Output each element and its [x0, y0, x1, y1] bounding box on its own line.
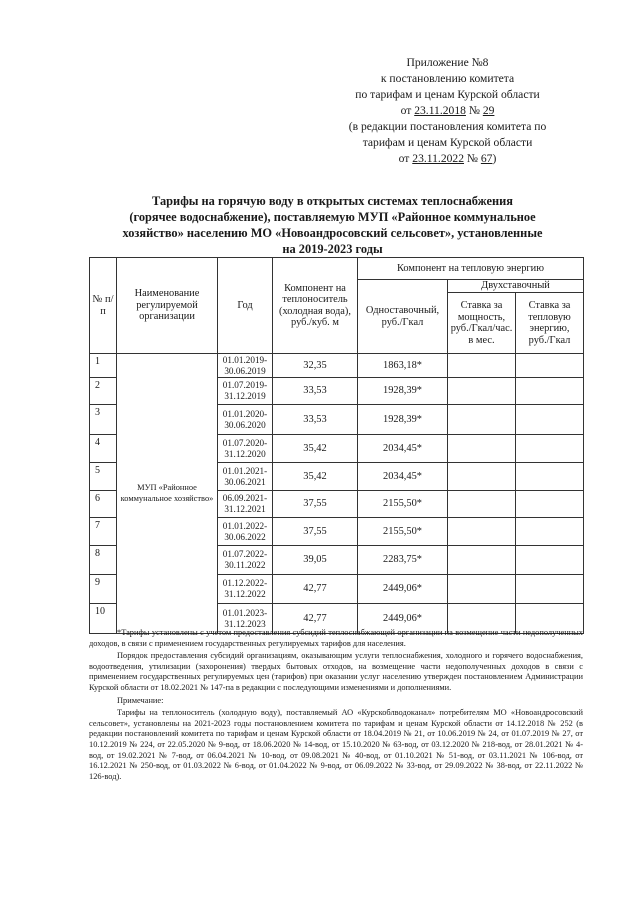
appendix-suffix-2: ) [492, 152, 497, 165]
appendix-block [320, 55, 575, 167]
note-text: Тарифы на теплоноситель (холодную воду), поставляемый АО «Курскоблводоканал» потребителям МО «Новоандросовский сельсовет», установлены на 2021-2023 годы постановлением комитета по тарифам и ценам Курской области от 14.12.2018 № 252 (в редакции постановлений комитета по тарифам и ценам Курской области от 18.04.2019 № 21, от 10.06.2019 № 24, от 01.07.2019 № 27, от 10.12.2019 № 224, от 22.05.2020 № 9-вод, от 18.06.2020 № 14-вод, от 15.10.2020 № 63-вод, от 03.12.2020 № 218-вод, от 28.01.2021 № 4-вод, от 19.02.2021 № 7-вод, от 06.04.2021 № 10-вод, от 09.08.2021 № 40-вод, от 01.10.2021 № 51-вод, от 03.11.2021 № 106-вод, от 16.12.2021 № 250-вод, от 01.03.2022 № 6-вод, от 01.04.2022 № 9-вод, от 06.09.2022 № 33-вод, от 29.09.2022 № 38-вод, от 22.11.2022 № 126-вод). [89, 708, 583, 781]
table-row [90, 354, 584, 378]
title-line-2: (горячее водоснабжение), поставляемую МУП «Районное коммунальное [129, 210, 536, 224]
row-number: 2 [90, 378, 117, 405]
period-cell: 01.07.2020-31.12.2020 [218, 435, 273, 463]
header-water-component: Компонент на теплоноситель (холодная вода), руб./куб. м [273, 258, 358, 354]
appendix-line-4 [320, 103, 575, 119]
power-rate-cell [448, 575, 516, 604]
row-number: 7 [90, 518, 117, 546]
period-cell: 01.01.2019-30.06.2019 [218, 354, 273, 378]
power-rate-cell [448, 518, 516, 546]
energy-value-cell: 1928,39* [358, 405, 448, 435]
appendix-date-2: 23.11.2022 [412, 152, 465, 165]
water-value-cell: 42,77 [273, 604, 358, 634]
energy-value-cell: 2449,06* [358, 575, 448, 604]
energy-rate-cell [516, 378, 584, 405]
energy-rate-cell [516, 463, 584, 491]
appendix-line-3: по тарифам и ценам Курской области [355, 88, 540, 101]
power-rate-cell [448, 546, 516, 575]
header-organization: Наименование регулируемой организации [117, 258, 218, 354]
title-line-3: хозяйство» населению МО «Новоандросовский сельсовет», установленные [122, 226, 543, 240]
period-cell: 01.01.2022-30.06.2022 [218, 518, 273, 546]
energy-rate-cell [516, 491, 584, 518]
water-value-cell: 33,53 [273, 405, 358, 435]
period-cell: 06.09.2021-31.12.2021 [218, 491, 273, 518]
energy-value-cell: 2034,45* [358, 463, 448, 491]
notes-section [89, 628, 583, 782]
energy-rate-cell [516, 405, 584, 435]
power-rate-cell [448, 491, 516, 518]
appendix-prefix-1: от [400, 104, 415, 117]
period-cell: 01.07.2019-31.12.2019 [218, 378, 273, 405]
period-cell: 01.01.2023-31.12.2023 [218, 604, 273, 634]
row-number: 6 [90, 491, 117, 518]
energy-value-cell: 1928,39* [358, 378, 448, 405]
water-value-cell: 35,42 [273, 463, 358, 491]
power-rate-cell [448, 378, 516, 405]
organization-name: МУП «Районное коммунальное хозяйство» [117, 354, 218, 634]
energy-value-cell: 2283,75* [358, 546, 448, 575]
header-power-rate: Ставка за мощность, руб./Гкал/час. в мес. [448, 293, 516, 354]
appendix-line-5: (в редакции постановления комитета по [348, 120, 547, 133]
header-year: Год [218, 258, 273, 354]
header-one-part-rate: Одноставочный, руб./Гкал [358, 280, 448, 354]
procedure-text: Порядок предоставления субсидий организациям, оказывающим услуги теплоснабжения, холодного и горячего водоснабжения, водоотведения, утилизации (захоронения) твердых бытовых отходов, на возмещение части недополученных доходов в связи с применением государственных регулируемых цен (тарифов) при оказании услуг населению утвержден постановлением Администрации Курской области от 18.02.2021 № 147-па в редакции с последующими изменениями и дополнениями. [89, 651, 583, 692]
energy-value-cell: 2449,06* [358, 604, 448, 634]
appendix-line-2: к постановлению комитета [380, 72, 515, 85]
title-line-1: Тарифы на горячую воду в открытых системах теплоснабжения [152, 194, 513, 208]
row-number: 4 [90, 435, 117, 463]
row-number: 1 [90, 354, 117, 378]
row-number: 3 [90, 405, 117, 435]
row-number: 5 [90, 463, 117, 491]
water-value-cell: 42,77 [273, 575, 358, 604]
header-two-part-rate: Двухставочный [448, 280, 584, 293]
appendix-line-1: Приложение №8 [406, 56, 489, 69]
energy-rate-cell [516, 546, 584, 575]
energy-value-cell: 2155,50* [358, 518, 448, 546]
energy-rate-cell [516, 435, 584, 463]
power-rate-cell [448, 435, 516, 463]
period-cell: 01.07.2022-30.11.2022 [218, 546, 273, 575]
appendix-line-7 [320, 151, 575, 167]
period-cell: 01.12.2022-31.12.2022 [218, 575, 273, 604]
water-value-cell: 37,55 [273, 491, 358, 518]
row-number: 10 [90, 604, 117, 634]
header-energy-rate: Ставка за тепловую энергию, руб./Гкал [516, 293, 584, 354]
energy-rate-cell [516, 518, 584, 546]
energy-value-cell: 1863,18* [358, 354, 448, 378]
tariff-table [89, 257, 584, 634]
power-rate-cell [448, 463, 516, 491]
appendix-mid-1: № [465, 104, 483, 117]
appendix-prefix-2: от [398, 152, 413, 165]
title-line-4: на 2019-2023 годы [282, 242, 383, 256]
row-number: 9 [90, 575, 117, 604]
footnote-text: *Тарифы установлены с учетом предоставления субсидий теплоснабжающей организации на возмещение части недополученных доходов, в связи с применением государственных регулируемых тарифов для населения. [89, 628, 583, 648]
water-value-cell: 33,53 [273, 378, 358, 405]
appendix-date-1: 23.11.2018 [414, 104, 466, 117]
appendix-line-6: тарифам и ценам Курской области [362, 136, 533, 149]
header-number: № п/п [90, 258, 117, 354]
water-value-cell: 39,05 [273, 546, 358, 575]
appendix-number-2: 67 [480, 152, 493, 165]
energy-rate-cell [516, 575, 584, 604]
energy-value-cell: 2155,50* [358, 491, 448, 518]
power-rate-cell [448, 405, 516, 435]
appendix-mid-2: № [464, 152, 481, 165]
water-value-cell: 32,35 [273, 354, 358, 378]
period-cell: 01.01.2020-30.06.2020 [218, 405, 273, 435]
energy-rate-cell [516, 354, 584, 378]
water-value-cell: 37,55 [273, 518, 358, 546]
energy-value-cell: 2034,45* [358, 435, 448, 463]
row-number: 8 [90, 546, 117, 575]
appendix-number-1: 29 [482, 104, 495, 117]
header-energy-component: Компонент на тепловую энергию [358, 258, 584, 280]
power-rate-cell [448, 354, 516, 378]
note-label: Примечание: [117, 695, 164, 705]
period-cell: 01.01.2021-30.06.2021 [218, 463, 273, 491]
document-title [80, 193, 585, 257]
water-value-cell: 35,42 [273, 435, 358, 463]
